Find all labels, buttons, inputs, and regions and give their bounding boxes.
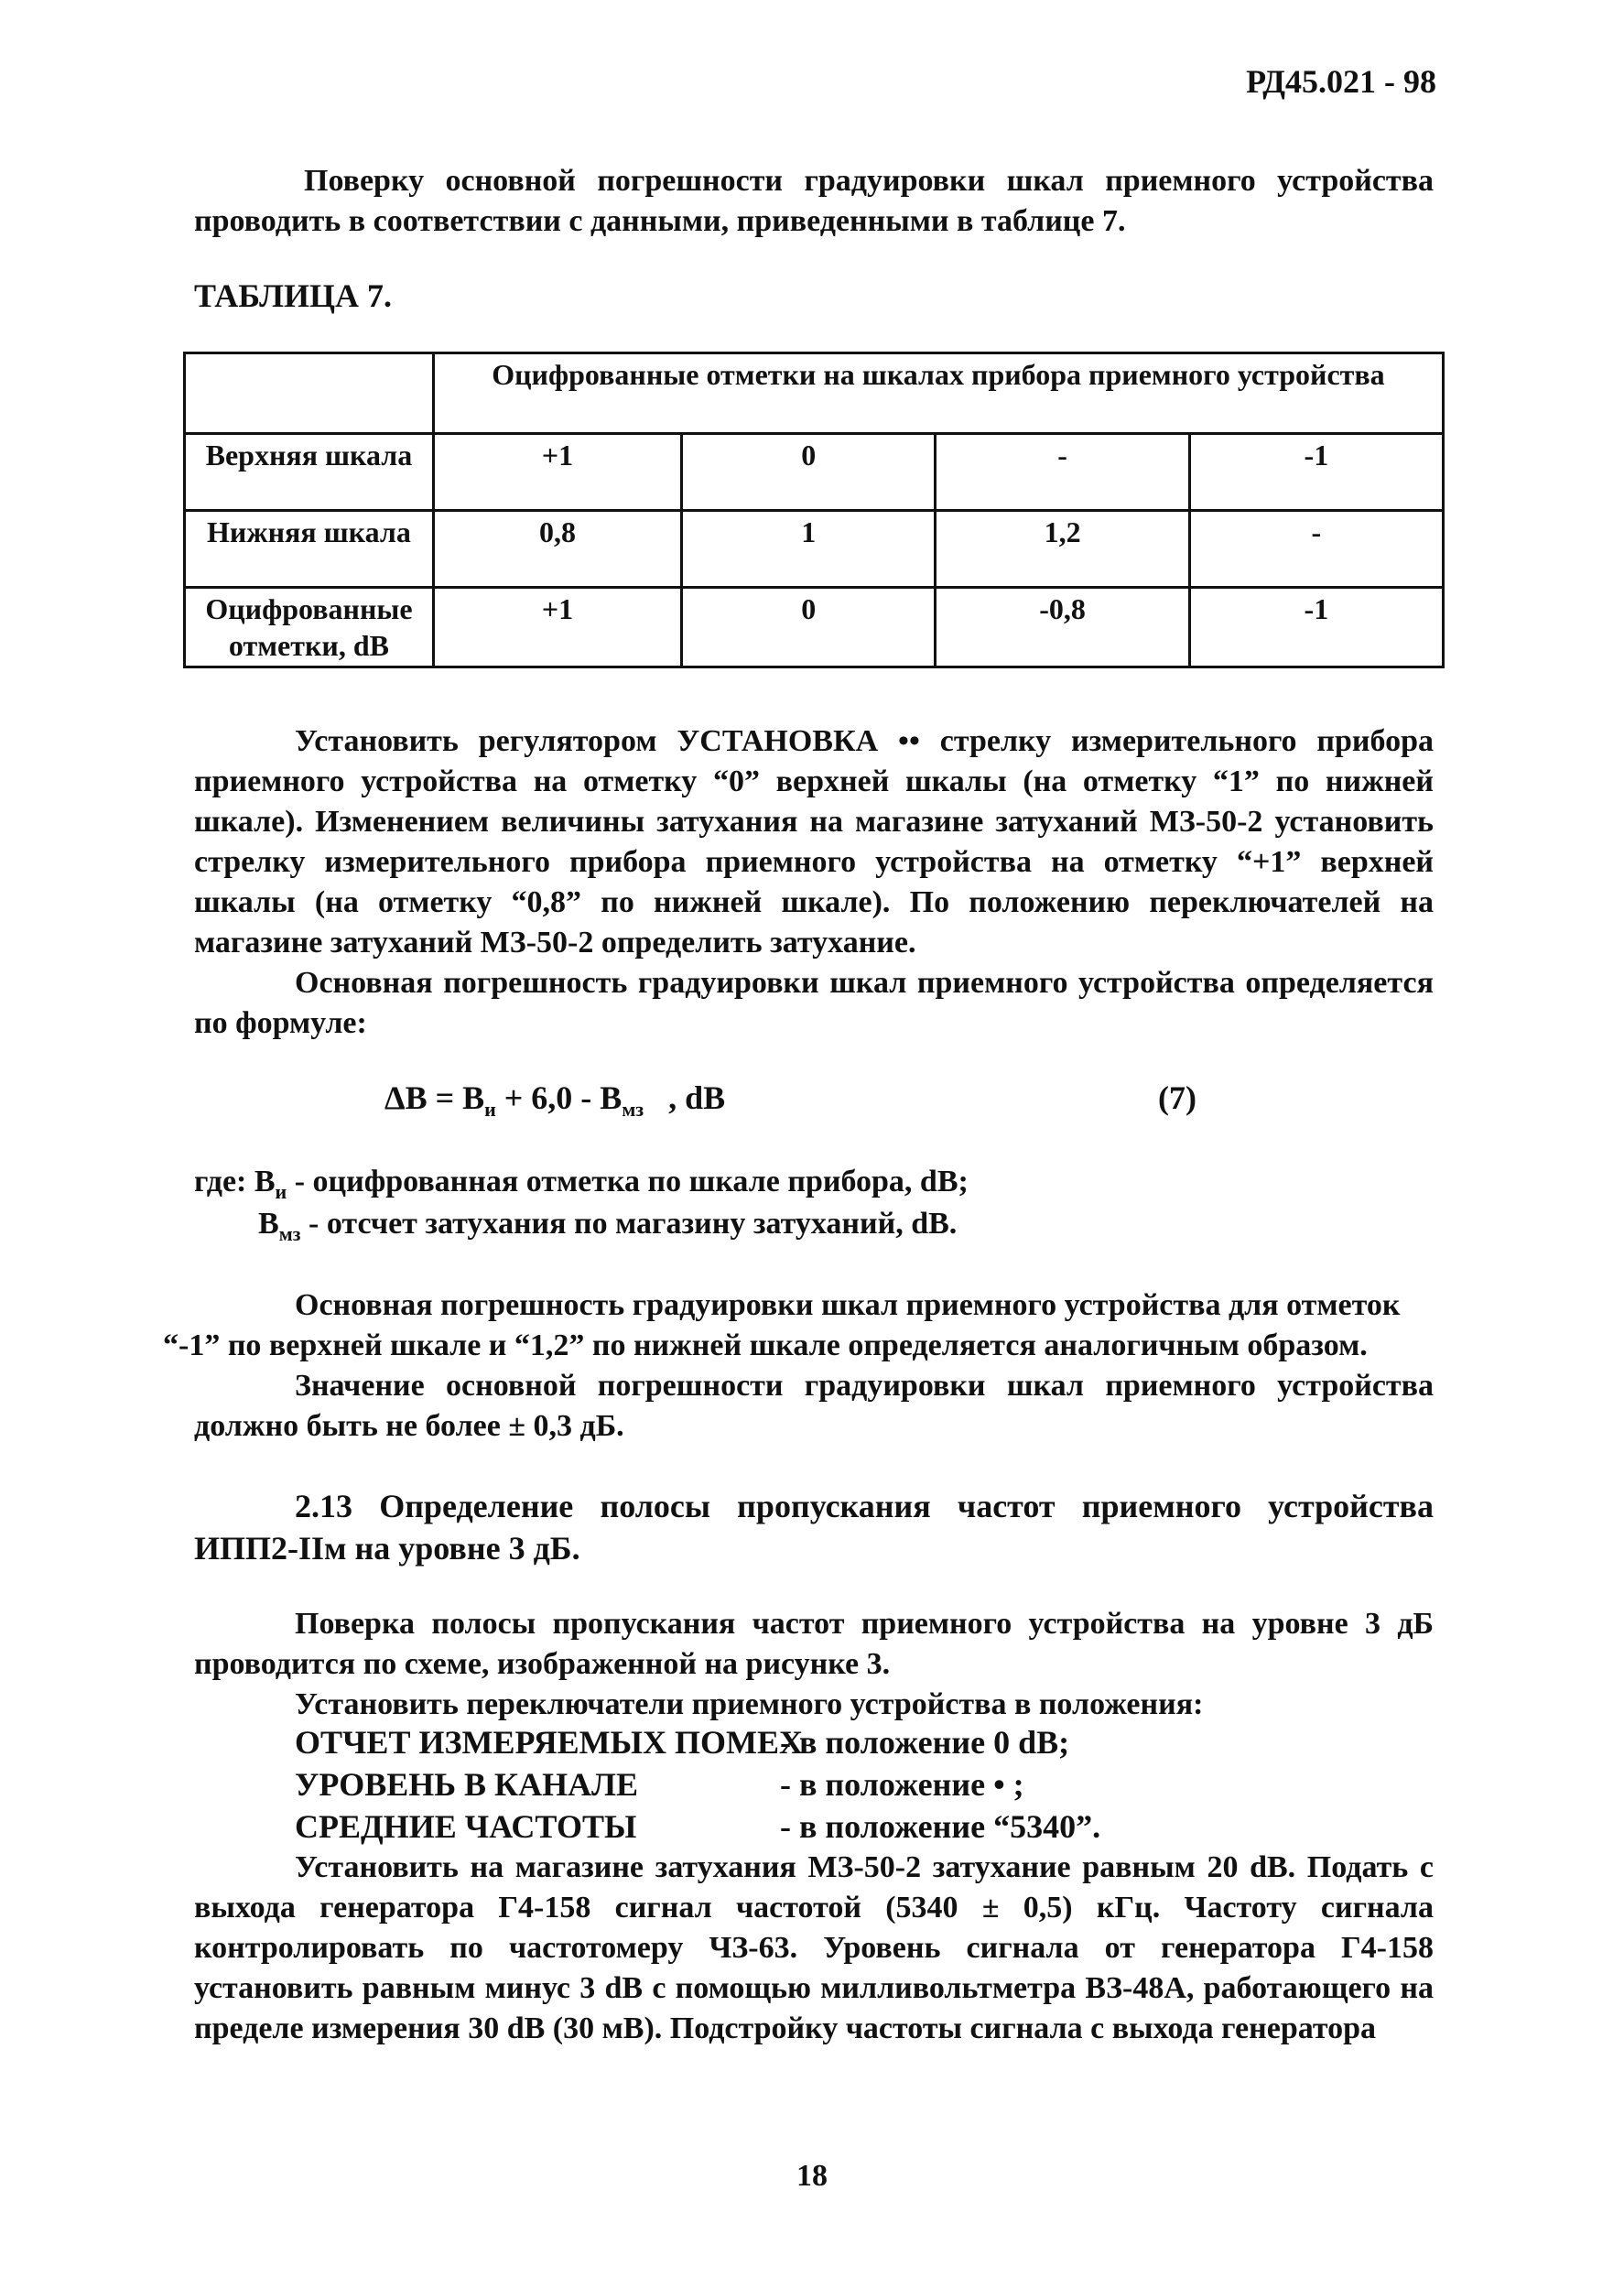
formula-lhs: ΔB = B — [384, 1079, 485, 1116]
table-row — [185, 588, 1444, 667]
paragraph-check: Поверка полосы пропускания частот приемного устройства на уровне 3 дБ проводится по схеме, изображенной на рисунке 3. — [194, 1607, 1434, 1681]
table-cell: -1 — [1189, 434, 1443, 511]
table-cell: 1 — [682, 511, 936, 588]
switch-name: ОТЧЕТ ИЗМЕРЯЕМЫХ ПОМЕХ — [295, 1724, 803, 1761]
section-number: 2.13 — [295, 1488, 352, 1524]
formula-mid: + 6,0 - B — [495, 1079, 623, 1116]
paragraph-switches-intro: Установить переключатели приемного устройства в положения: — [295, 1687, 1204, 1721]
table-header-row — [185, 353, 1444, 434]
equation-number: (7) — [1158, 1079, 1196, 1116]
formula-sub-2: мз — [622, 1098, 644, 1122]
switch-name: СРЕДНИЕ ЧАСТОТЫ — [295, 1808, 637, 1845]
legend-sub-2: мз — [278, 1221, 301, 1245]
page-number: 18 — [796, 2159, 828, 2193]
table-cell: 1,2 — [936, 511, 1189, 588]
table-cell: 0 — [682, 588, 936, 667]
table-row — [185, 511, 1444, 588]
table-cell: +1 — [433, 588, 681, 667]
section-title: Определение полосы пропускания частот приемного устройства ИПП2-IIм на уровне 3 дБ. — [194, 1488, 1435, 1567]
formula-unit: , dB — [668, 1079, 726, 1116]
intro-paragraph: Поверку основной погрешности градуировки шкал приемного устройства проводить в соответствии с данными, приведенными в таблице 7. — [194, 164, 1434, 238]
formula-sub-1: и — [484, 1098, 496, 1122]
table-header-cell: Оцифрованные отметки на шкалах прибора приемного устройства — [433, 353, 1443, 434]
table-row-label: Нижняя шкала — [185, 511, 434, 588]
section-heading — [194, 1485, 1434, 1569]
legend-sub-1: и — [275, 1179, 287, 1203]
paragraph-formula-intro: Основная погрешность градуировки шкал приемного устройства определяется по формуле: — [194, 966, 1434, 1040]
paragraph-analog: Основная погрешность градуировки шкал приемного устройства для отметок “-1” по верхней шкале и “1,2” по нижней шкале определяется аналогичным образом. — [163, 1288, 1401, 1362]
switch-value: - в положение • ; — [780, 1766, 1024, 1803]
table-row — [185, 434, 1444, 511]
legend-text-2: - отсчет затухания по магазину затуханий, dB. — [300, 1207, 958, 1241]
table-cell: -1 — [1189, 588, 1443, 667]
table-7 — [183, 352, 1445, 668]
legend-symbol-2: B — [258, 1207, 279, 1241]
table-cell: 0,8 — [433, 511, 681, 588]
document-code: РД45.021 - 98 — [1246, 63, 1436, 100]
switch-name: УРОВЕНЬ В КАНАЛЕ — [295, 1766, 638, 1803]
switch-value: - в положение 0 dB; — [780, 1724, 1070, 1761]
table-cell: - — [936, 434, 1189, 511]
table-cell: - — [1189, 511, 1443, 588]
table-cell: 0 — [682, 434, 936, 511]
table-cell: +1 — [433, 434, 681, 511]
legend-text-1: - оцифрованная отметка по шкале прибора, dB; — [287, 1165, 969, 1198]
table-row-label: Верхняя шкала — [185, 434, 434, 511]
legend-prefix: где: B — [194, 1165, 276, 1198]
paragraph-limit: Значение основной погрешности градуировки шкал приемного устройства должно быть не более ± 0,3 дБ. — [194, 1369, 1434, 1443]
paragraph-setup: Установить регулятором УСТАНОВКА •• стрелку измерительного прибора приемного устройства на отметку “0” верхней шкалы (на отметку “1” по нижней шкале). Изменением величины затухания на магазине затуханий МЗ-50-2 установить стрелку измерительного прибора приемного устройства на отметку “+1” верхней шкалы (на отметку “0,8” по нижней шкале). По положению переключателей на магазине затуханий МЗ-50-2 определить затухание. — [194, 724, 1434, 960]
table-cell: -0,8 — [936, 588, 1189, 667]
table-title: ТАБЛИЦА 7. — [194, 277, 392, 314]
paragraph-procedure: Установить на магазине затухания МЗ-50-2 затухание равным 20 dB. Подать с выхода генератора Г4-158 сигнал частотой (5340 ± 0,5) кГц. Частоту сигнала контролировать по частотомеру ЧЗ-63. Уровень сигнала от генератора Г4-158 установить равным минус 3 dB с помощью милливольтметра ВЗ-48А, работающего на пределе измерения 30 dB (30 мВ). Подстройку частоты сигнала с выхода генератора — [194, 1850, 1434, 2045]
table-row-label: Оцифрованные отметки, dB — [185, 588, 434, 667]
switch-value: - в положение “5340”. — [780, 1808, 1101, 1845]
table-corner-cell — [185, 353, 434, 434]
formula — [384, 1079, 1208, 1122]
formula-legend-2 — [258, 1203, 1448, 1255]
